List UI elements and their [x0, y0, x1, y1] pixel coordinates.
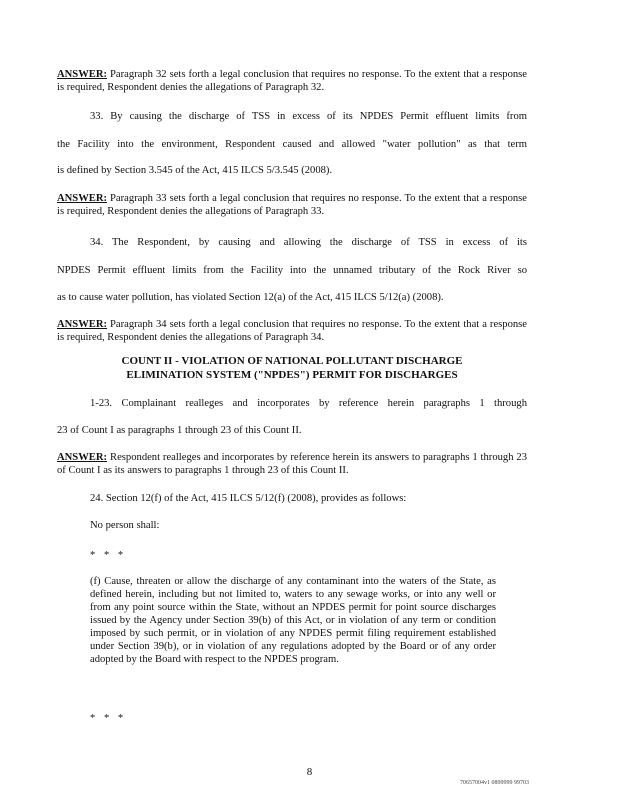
ellipsis-stars-bottom: * * * [90, 713, 127, 724]
paragraph-1-23-line-1: 1-23. Complainant realleges and incorporates by reference herein paragraphs 1 through [90, 398, 527, 409]
paragraph-33-line-2: the Facility into the environment, Respondent caused and allowed "water pollution" as that term [57, 139, 527, 150]
answer-32: ANSWER: Paragraph 32 sets forth a legal conclusion that requires no response. To the extent that a response is required, Respondent denies the allegations of Paragraph 32. [57, 69, 527, 93]
answer-label: ANSWER: [57, 452, 108, 463]
paragraph-34-line-2: NPDES Permit effluent limits from the Facility into the unnamed tributary of the Rock River so [57, 265, 527, 276]
paragraph-33-line-3: is defined by Section 3.545 of the Act, 415 ILCS 5/3.545 (2008). [57, 165, 333, 176]
answer-33: ANSWER: Paragraph 33 sets forth a legal conclusion that requires no response. To the extent that a response is required, Respondent denies the allegations of Paragraph 33. [57, 193, 527, 217]
paragraph-34-line-3: as to cause water pollution, has violated Section 12(a) of the Act, 415 ILCS 5/12(a) (2008). [57, 292, 444, 303]
ellipsis-stars-top: * * * [90, 550, 127, 561]
answer-label: ANSWER: [57, 319, 108, 330]
answer-1-23: ANSWER: Respondent realleges and incorporates by reference herein its answers to paragraphs 1 through 23 of Count I as its answers to paragraphs 1 through 23 of this Count II. [57, 452, 527, 476]
count-heading-line-1: COUNT II - VIOLATION OF NATIONAL POLLUTANT DISCHARGE [121, 355, 463, 367]
count-heading-line-2: ELIMINATION SYSTEM ("NPDES") PERMIT FOR DISCHARGES [126, 369, 458, 381]
paragraph-34-line-1: 34. The Respondent, by causing and allowing the discharge of TSS in excess of its [90, 237, 527, 248]
footer-doc-code: 70657004v1 0899999 99703 [460, 780, 529, 786]
paragraph-33-line-1: 33. By causing the discharge of TSS in excess of its NPDES Permit effluent limits from [90, 111, 527, 122]
quote-12f: (f) Cause, threaten or allow the discharge of any contaminant into the waters of the State, as defined herein, including but not limited to, waters to any sewage works, or into any well or from any point source within the State, without an NPDES permit for point source discharges issued by the Agency under Section 39(b) of this Act, or in violation of any term or condition imposed by such permit, or in violation of any NPDES permit filing requirement established under Section 39(b), or in violation of any regulations adopted by the Board or of any order adopted by the Board with respect to the NPDES program. [90, 576, 496, 665]
answer-label: ANSWER: [57, 69, 108, 80]
answer-label: ANSWER: [57, 193, 108, 204]
answer-34: ANSWER: Paragraph 34 sets forth a legal conclusion that requires no response. To the extent that a response is required, Respondent denies the allegations of Paragraph 34. [57, 319, 527, 343]
paragraph-24: 24. Section 12(f) of the Act, 415 ILCS 5/12(f) (2008), provides as follows: [90, 493, 407, 504]
no-person-shall: No person shall: [90, 520, 160, 531]
paragraph-1-23-line-2: 23 of Count I as paragraphs 1 through 23 of this Count II. [57, 425, 302, 436]
page-number: 8 [306, 766, 313, 778]
